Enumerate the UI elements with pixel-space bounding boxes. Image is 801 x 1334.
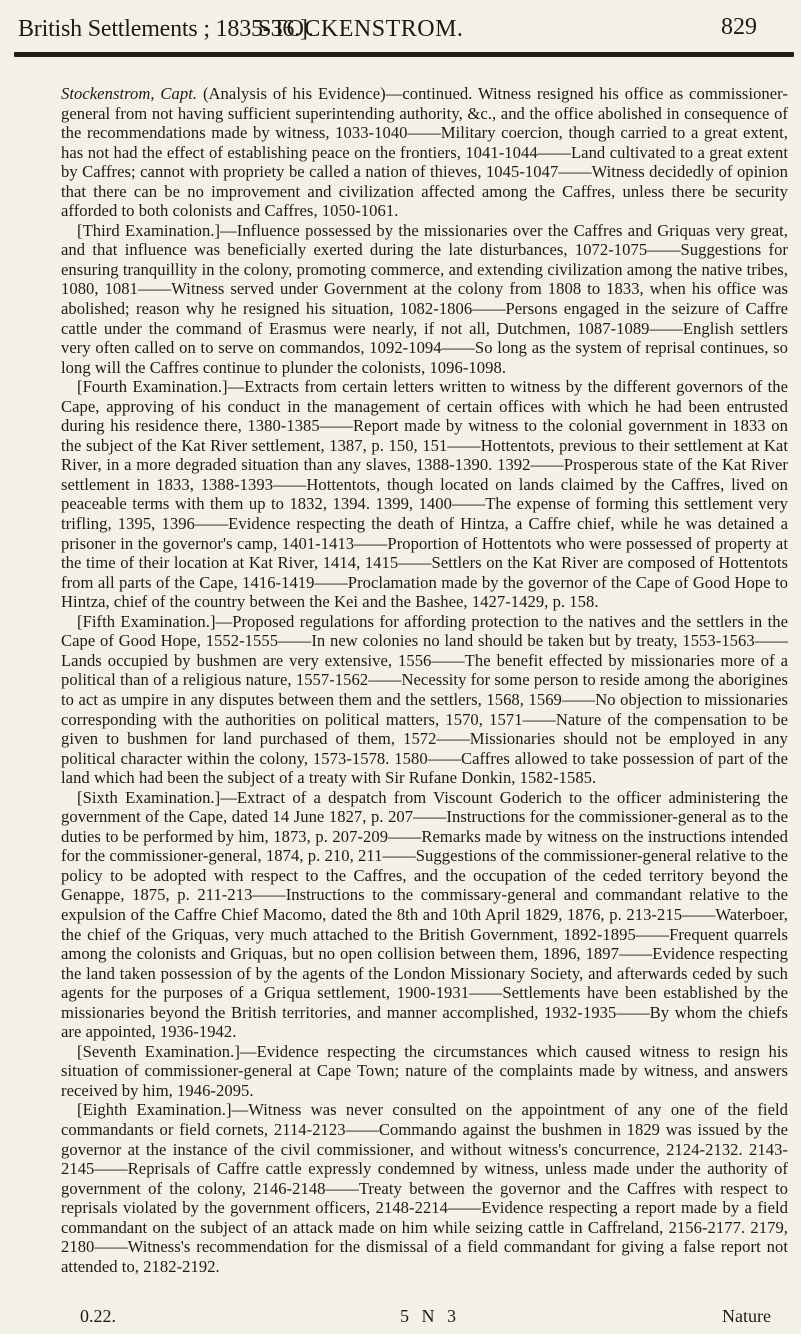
paragraph-seventh-examination: [Seventh Examination.]—Evidence respecting the circumstances which caused witness to resign his situation of commissioner-general at Cape Town; nature of the complaints made by witness, and answers received by him, 1946-2095. xyxy=(61,1041,788,1100)
paragraph-eighth-examination: [Eighth Examination.]—Witness was never consulted on the appointment of any one of the field commandants or field cornets, 2114-2123——Commando against the bushmen in 1829 was issued by the governor at the instance of the civil commissioner, and without witness's concurrence, 2124-2132. 2143-2145——Reprisals of Caffre cattle expressly condemned by witness, unless made under the authority of government of the colony, 2146-2148——Treaty between the governor and the Caffres with respect to reprisals violated by the government officers, 2148-2214——Evidence respecting a report made by a field commandant on the subject of an attack made on him while seizing cattle in Caffreland, 2156-2177. 2179, 2180——Witness's recommendation for the dismissal of a field commandant for giving a false report not attended to, 2182-2192. xyxy=(61,1100,788,1276)
footer-code: 0.22. xyxy=(80,1306,116,1326)
page-footer xyxy=(0,1306,801,1330)
header-entry-name: STOCKENSTROM. xyxy=(258,16,464,42)
header-section-title: British Settlements ; 1835-36.]. xyxy=(18,16,314,42)
header-rule xyxy=(14,52,794,57)
running-header xyxy=(0,10,801,50)
paragraph-text: (Analysis of his Evidence)—continued. Witness resigned his office as commissioner-general from not having sufficient superintending authority, &c., and the office abolished in consequence of the recommendations made by witness, 1033-1040——Military coercion, though carried to a great extent, has not had the effect of establishing peace on the frontiers, 1041-1044——Land cultivated to a great extent by Caffres; cannot with propriety be called a nation of thieves, 1045-1047——Witness decidedly of opinion that there can be no improvement and civilization affected among the Caffres, unless there be security afforded to both colonists and Caffres, 1050-1061. xyxy=(61,84,788,221)
paragraph-fifth-examination: [Fifth Examination.]—Proposed regulations for affording protection to the natives and the settlers in the Cape of Good Hope, 1552-1555——In new colonies no land should be taken but by treaty, 1553-1563——Lands occupied by bushmen are very extensive, 1556——The benefit effected by missionaries more of a political than of a religious nature, 1557-1562——Necessity for some person to reside among the aborigines to act as umpire in any disputes between them and the settlers, 1568, 1569——No objection to missionaries corresponding with the authorities on political matters, 1570, 1571——Nature of the compensation to be given to bushmen for land purchased of them, 1572——Missionaries should not be employed in any political character within the colony, 1573-1578. 1580——Caffres allowed to take possession of part of the land which had been the subject of a treaty with Sir Rufane Donkin, 1582-1585. xyxy=(61,611,788,788)
paragraph-fourth-examination: [Fourth Examination.]—Extracts from certain letters written to witness by the different governors of the Cape, approving of his conduct in the management of certain offices with which he had been entrusted during his residence there, 1380-1385——Report made by witness to the colonial government in 1833 on the subject of the Kat River settlement, 1387, p. 150, 151——Hottentots, previous to their settlement at Kat River, in a more degraded situation than any slaves, 1388-1390. 1392——Prosperous state of the Kat River settlement in 1833, 1388-1393——Hottentots, though located on lands claimed by the Caffres, lived on peaceable terms with them up to 1832, 1394. 1399, 1400——The expense of forming this settlement very trifling, 1395, 1396——Evidence respecting the death of Hintza, a Caffre chief, while he was detained a prisoner in the governor's camp, 1401-1413——Proportion of Hottentots who were possessed of property at the time of their location at Kat River, 1414, 1415——Settlers on the Kat River are composed of Hottentots from all parts of the Cape, 1416-1419——Proclamation made by the governor of the Cape of Good Hope to Hintza, chief of the country between the Kei and the Bashee, 1427-1429, p. 158. xyxy=(61,377,788,612)
paragraph-sixth-examination: [Sixth Examination.]—Extract of a despatch from Viscount Goderich to the officer administering the government of the Cape, dated 14 June 1827, p. 207——Instructions for the commissioner-general as to the duties to be performed by him, 1873, p. 207-209——Remarks made by witness on the instructions intended for the commissioner-general, 1874, p. 210, 211——Suggestions of the commissioner-general relative to the policy to be adopted with respect to the Caffres, and the occupation of the ceded territory beyond the Genappe, 1875, p. 211-213——Instructions to the commissary-general and commandant relative to the expulsion of the Caffre Chief Macomo, dated the 8th and 10th April 1829, 1876, p. 213-215——Waterboer, the chief of the Griquas, very much attached to the British Government, 1892-1895——Frequent quarrels among the colonists and Griquas, but no open collision between them, 1896, 1897——Evidence respecting the land taken possession of by the agents of the London Missionary Society, and afterwards ceded by such agents for the purposes of a Griqua settlement, 1900-1931——Settlements have been established by the missionaries beyond the British territories, and manner accomplished, 1932-1935——By whom the chiefs are appointed, 1936-1942. xyxy=(61,787,788,1042)
paragraph-third-examination: [Third Examination.]—Influence possessed by the missionaries over the Caffres and Griquas very great, and that influence was beneficially exerted during the late disturbances, 1072-1075——Suggestions for ensuring tranquillity in the colony, promoting commerce, and extending civilization among the native tribes, 1080, 1081——Witness served under Government at the colony from 1808 to 1833, when his office was abolished; reason why he resigned his situation, 1082-1806——Persons engaged in the seizure of Caffre cattle under the command of Erasmus were nearly, if not all, Dutchmen, 1087-1089——English settlers very often called on to serve on commandos, 1092-1094——So long as the system of reprisal continues, so long will the Caffres continue to plunder the colonists, 1096-1098. xyxy=(61,220,788,377)
paragraph-intro xyxy=(61,84,788,221)
page-number: 829 xyxy=(721,14,757,40)
signature-mark: 5 N 3 xyxy=(400,1306,460,1326)
entry-heading: Stockenstrom, Capt. xyxy=(61,84,198,103)
index-entry-body xyxy=(61,84,788,1276)
catchword: Nature xyxy=(722,1306,771,1326)
